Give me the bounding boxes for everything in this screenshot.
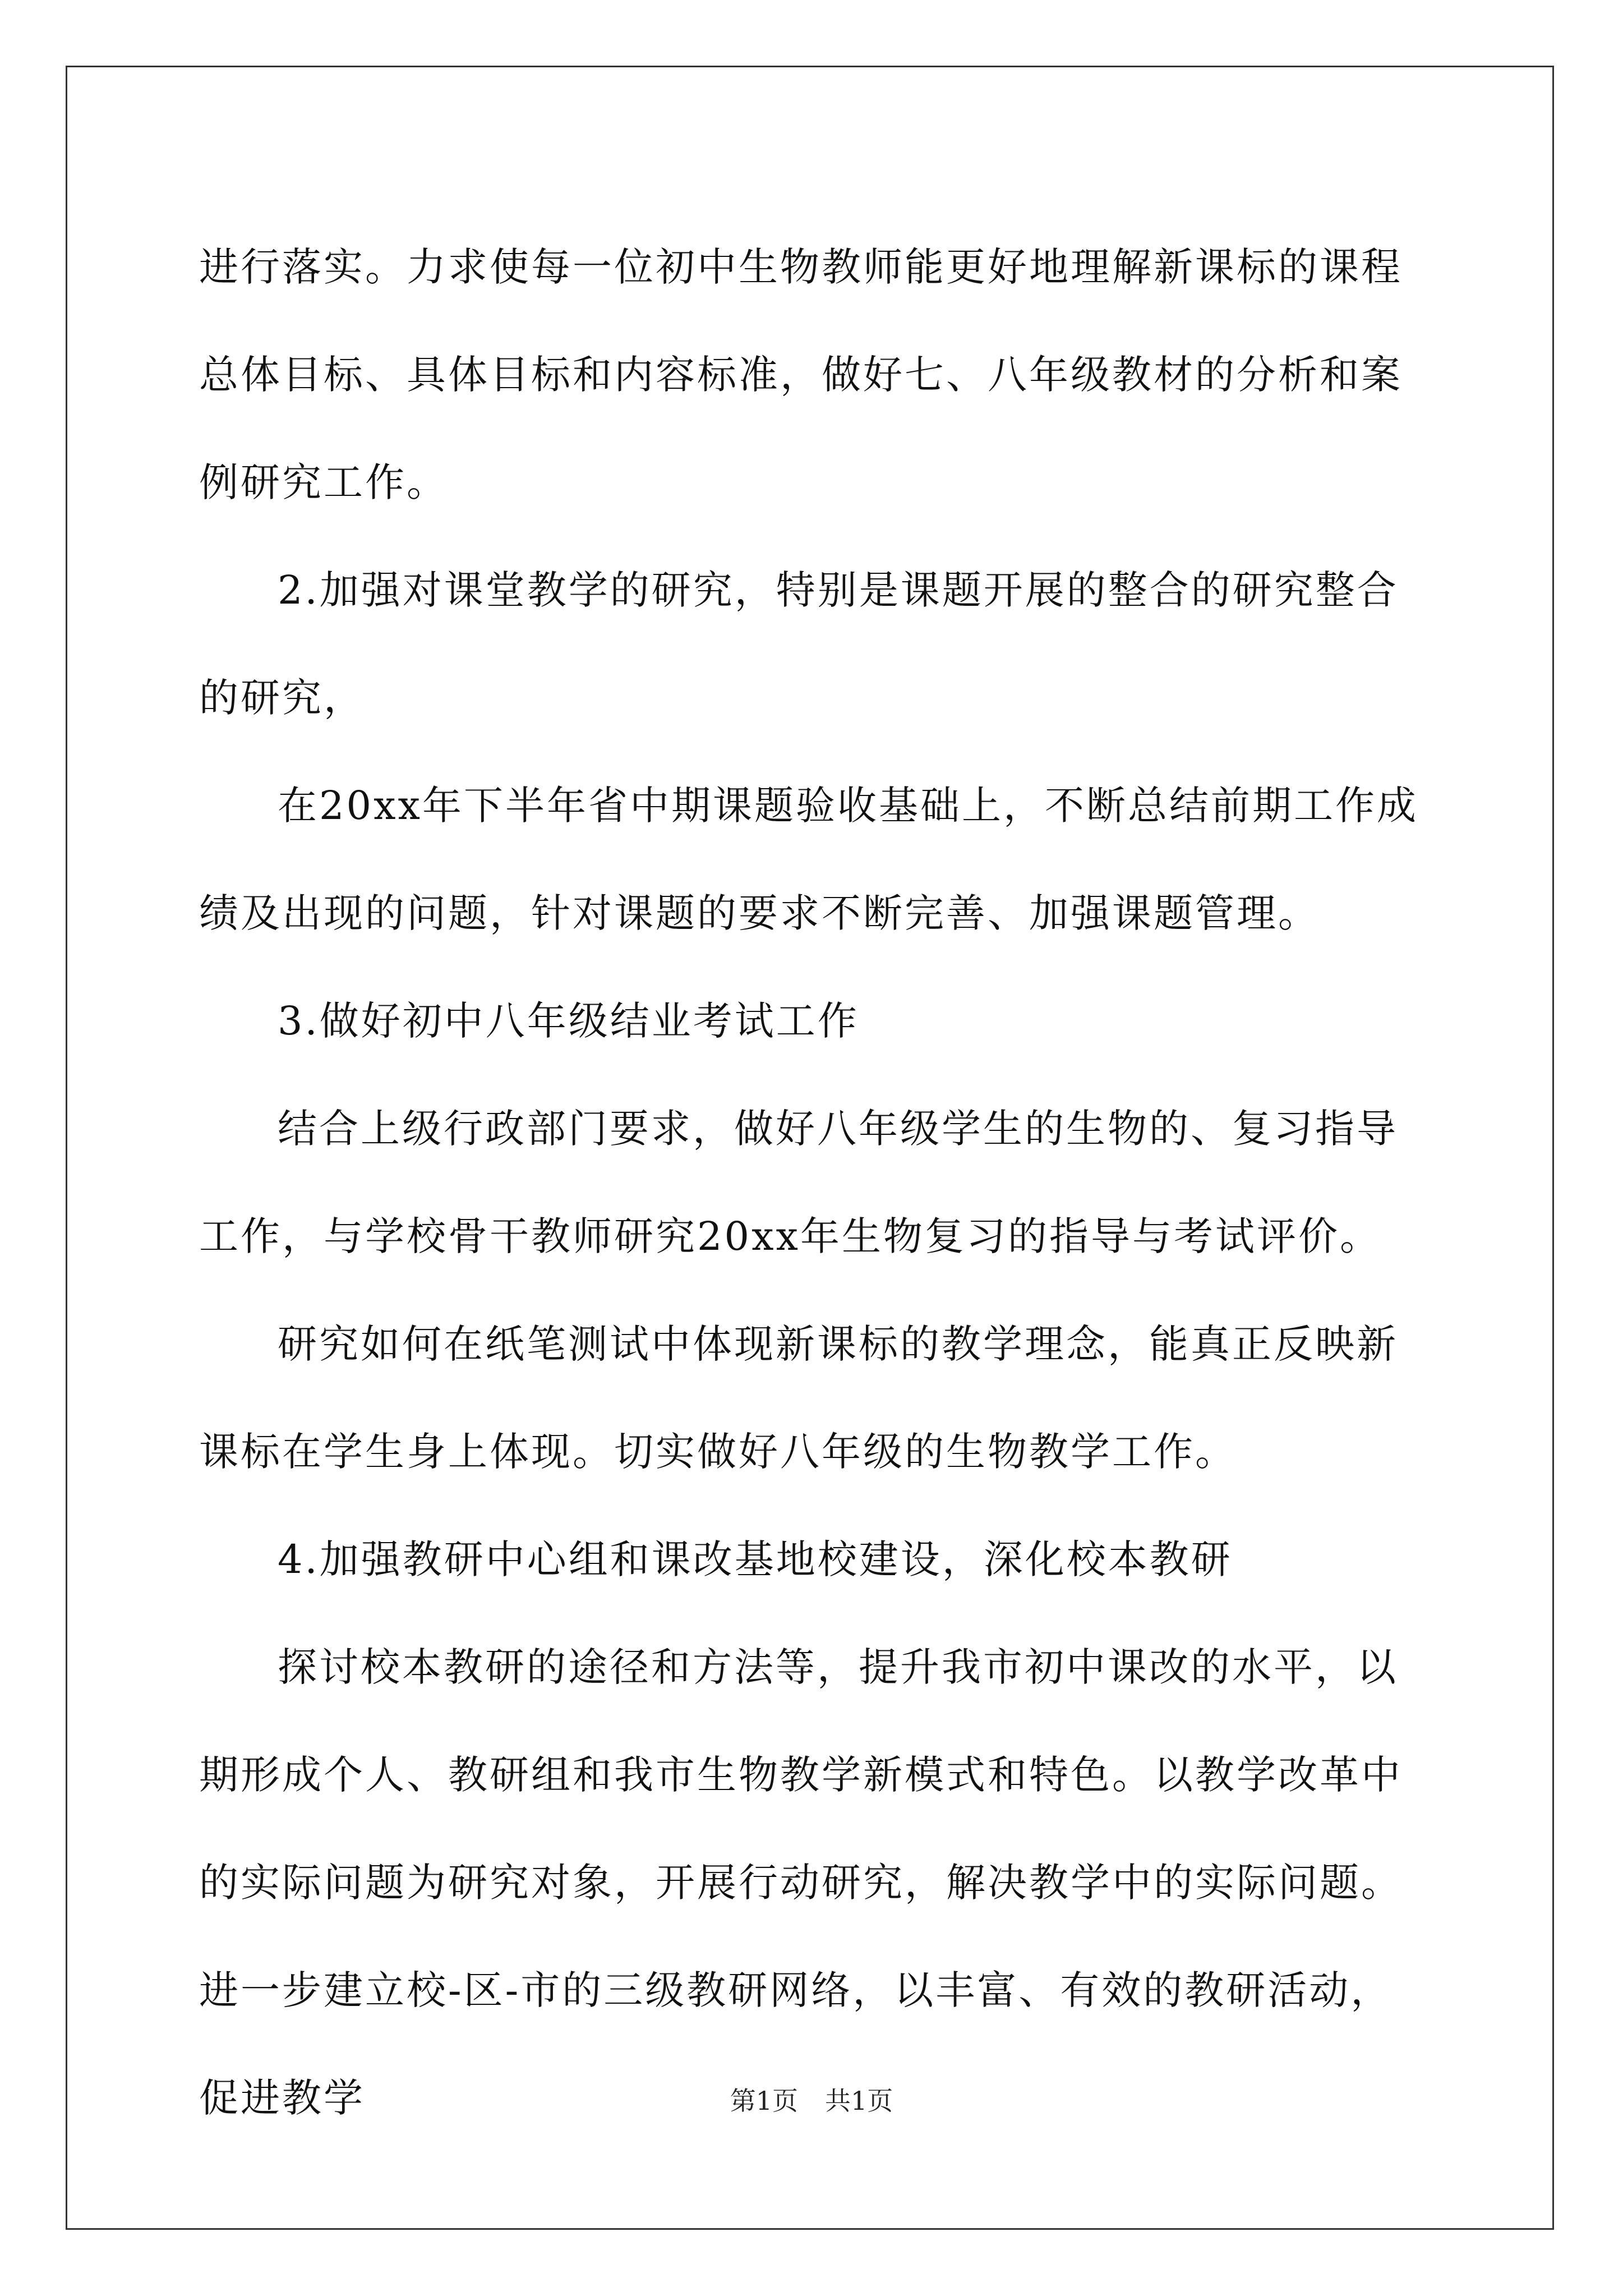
paragraph-item-4-heading: 4.加强教研中心组和课改基地校建设，深化校本教研 [278, 1536, 1233, 1582]
paragraph-intro: 进行落实。力求使每一位初中生物教师能更好地理解新课标的课程总体目标、具体目标和内容标准，做好七、八年级教材的分析和案例研究工作。 [199, 244, 1403, 505]
page-total: 共1页 [825, 2086, 893, 2116]
page-footer [0, 2084, 1623, 2118]
paragraph-item-2-heading: 2.加强对课堂教学的研究，特别是课题开展的整合的研究整合的研究， [199, 567, 1399, 721]
page-number: 第1页 [730, 2086, 798, 2116]
document-body [199, 213, 1433, 2152]
paragraph-item-3-body-b: 研究如何在纸笔测试中体现新课标的教学理念，能真正反映新课标在学生身上体现。切实做好八年级的生物教学工作。 [199, 1321, 1398, 1475]
paragraph-item-2-body: 在20xx年下半年省中期课题验收基础上，不断总结前期工作成绩及出现的问题，针对课题的要求不断完善、加强课题管理。 [199, 783, 1419, 936]
paragraph-item-3-heading: 3.做好初中八年级结业考试工作 [278, 998, 859, 1044]
paragraph-item-3-body-a: 结合上级行政部门要求，做好八年级学生的生物的、复习指导工作，与学校骨干教师研究20xx年生物复习的指导与考试评价。 [199, 1106, 1398, 1259]
paragraph-item-4-body: 探讨校本教研的途径和方法等，提升我市初中课改的水平，以期形成个人、教研组和我市生物教学新模式和特色。以教学改革中的实际问题为研究对象，开展行动研究，解决教学中的实际问题。进一步建立校-区-市的三级教研网络，以丰富、有效的教研活动，促进教学 [199, 1644, 1403, 2121]
